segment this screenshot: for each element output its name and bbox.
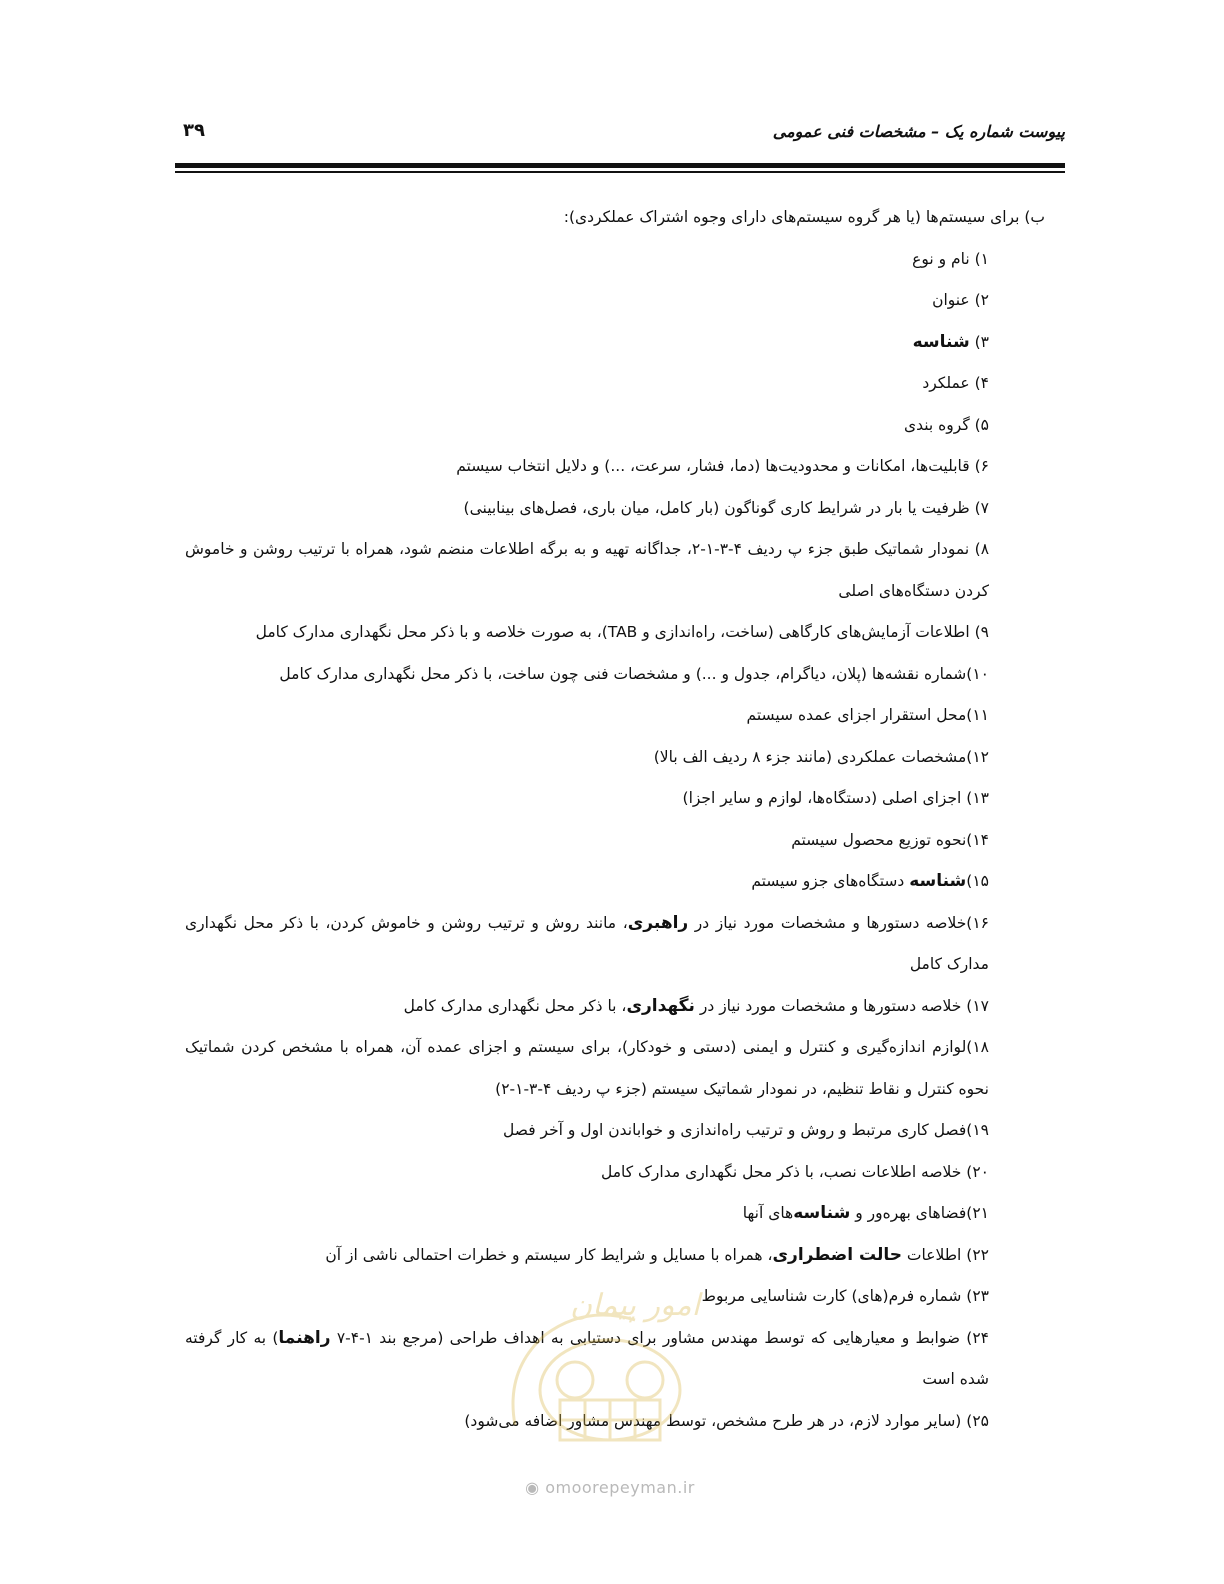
list-item: ۹) اطلاعات آزمایش‌های کارگاهی (ساخت، راه‌اندازی و TAB)، به صورت خلاصه و با ذکر محل نگهداری مدارک کامل bbox=[255, 623, 989, 641]
list-item: ۶) قابلیت‌ها، امکانات و محدودیت‌ها (دما، فشار، سرعت، ...) و دلایل انتخاب سیستم bbox=[456, 457, 989, 475]
item-text: ۱۶)خلاصه دستورها و مشخصات مورد نیاز در bbox=[688, 913, 989, 932]
header-rule-thick bbox=[175, 163, 1065, 168]
item-text: ۱۷) خلاصه دستورها و مشخصات مورد نیاز در bbox=[694, 996, 989, 1015]
bold-term: شناسه bbox=[793, 1203, 851, 1223]
bold-term: شناسه bbox=[912, 331, 970, 352]
list-item: ۲۵) (سایر موارد لازم، در هر طرح مشخص، توسط مهندس مشاور اضافه می‌شود) bbox=[464, 1411, 989, 1430]
item-text: ۲۴) ضوابط و معیارهایی که توسط مهندس مشاور برای دستیابی به اهداف طراحی (مرجع بند ۱-۴-۷ bbox=[330, 1328, 989, 1347]
list-item: ۱۸)لوازم اندازه‌گیری و کنترل و ایمنی (دستی و خودکار)، برای سیستم و اجزای عمده آن، همراه با مشخص کردن شماتیک نحوه کنترل و نقاط تنظیم، در نمودار شماتیک سیستم (جزء پ ردیف ۴-۳-۱-۲) bbox=[185, 1038, 989, 1098]
bold-term: راهنما bbox=[278, 1327, 331, 1348]
watermark-logo-text: امور پیمان bbox=[570, 1288, 700, 1323]
watermark-site: ◉ omoorepeyman.ir bbox=[525, 1478, 695, 1497]
watermark-logo bbox=[485, 1275, 735, 1455]
list-item: ۲) عنوان bbox=[932, 291, 989, 309]
item-text: ، با ذکر محل نگهداری مدارک کامل bbox=[403, 996, 627, 1015]
item-text: ۱۵) bbox=[966, 872, 989, 890]
bold-term: نگهداری bbox=[626, 995, 695, 1016]
section-intro: ب) برای سیستم‌ها (یا هر گروه سیستم‌های دارای وجوه اشتراک عملکردی): bbox=[563, 208, 1045, 226]
page-number: ۳۹ bbox=[183, 120, 205, 141]
list-item bbox=[185, 861, 1045, 903]
item-text: دستگاه‌های جزو سیستم bbox=[751, 872, 910, 890]
list-item: ۸) نمودار شماتیک طبق جزء پ ردیف ۴-۳-۱-۲، جداگانه تهیه و به برگه اطلاعات منضم شود، همراه با ترتیب روشن و خاموش کردن دستگاه‌های اصلی bbox=[185, 540, 990, 600]
bold-term: شناسه bbox=[909, 871, 967, 891]
list-item bbox=[185, 322, 1045, 364]
item-text: ۳) bbox=[969, 332, 989, 351]
item-text: ، همراه با مسایل و شرایط کار سیستم و خطرات احتمالی ناشی از آن bbox=[325, 1245, 773, 1264]
bold-term: راهبری bbox=[627, 912, 689, 933]
header-rule-thin bbox=[175, 171, 1065, 173]
list-item bbox=[185, 1193, 1045, 1235]
item-text: ، مانند روش و ترتیب روشن و خاموش کردن، با ذکر محل نگهداری مدارک کامل bbox=[185, 913, 989, 973]
list-item: ۱) نام و نوع bbox=[912, 249, 989, 268]
list-item: ۴) عملکرد bbox=[922, 374, 989, 392]
watermark-site-text: omoorepeyman.ir bbox=[545, 1478, 695, 1497]
page-header bbox=[175, 118, 1065, 154]
list-item: ۱۱)محل استقرار اجزای عمده سیستم bbox=[746, 706, 989, 724]
document-body bbox=[185, 197, 1045, 1442]
item-text: ‌های آنها bbox=[742, 1204, 794, 1222]
header-title: پیوست شماره یک – مشخصات فنی عمومی bbox=[772, 122, 1065, 141]
list-item: ۱۴)نحوه توزیع محصول سیستم bbox=[791, 830, 989, 849]
list-item bbox=[185, 986, 1045, 1028]
list-item: ۱۰)شماره نقشه‌ها (پلان، دیاگرام، جدول و ...) و مشخصات فنی چون ساخت، با ذکر محل نگهداری مدارک کامل bbox=[279, 664, 989, 683]
list-item: ۱۹)فصل کاری مرتبط و روش و ترتیب راه‌اندازی و خواباندن اول و آخر فصل bbox=[503, 1121, 989, 1139]
list-item bbox=[185, 1235, 1045, 1277]
list-item: ۱۲)مشخصات عملکردی (مانند جزء ۸ ردیف الف بالا) bbox=[653, 747, 989, 766]
bold-term: حالت اضطراری bbox=[772, 1244, 902, 1265]
list-item: ۷) ظرفیت یا بار در شرایط کاری گوناگون (بار کامل، میان باری، فصل‌های بینابینی) bbox=[463, 498, 989, 517]
item-text: ۲۱)فضاهای بهره‌ور و bbox=[850, 1204, 989, 1222]
list-item: ۵) گروه بندی bbox=[903, 415, 989, 434]
list-item bbox=[185, 903, 1045, 986]
list-item: ۲۳) شماره فرم(های) کارت شناسایی مربوط bbox=[701, 1287, 989, 1305]
list-item: ۲۰) خلاصه اطلاعات نصب، با ذکر محل نگهداری مدارک کامل bbox=[600, 1162, 989, 1181]
item-text: ) به کار گرفته شده است bbox=[185, 1328, 989, 1388]
item-text: ۲۲) اطلاعات bbox=[901, 1245, 989, 1264]
list-item: ۱۳) اجزای اصلی (دستگاه‌ها، لوازم و سایر اجزا) bbox=[682, 789, 989, 807]
